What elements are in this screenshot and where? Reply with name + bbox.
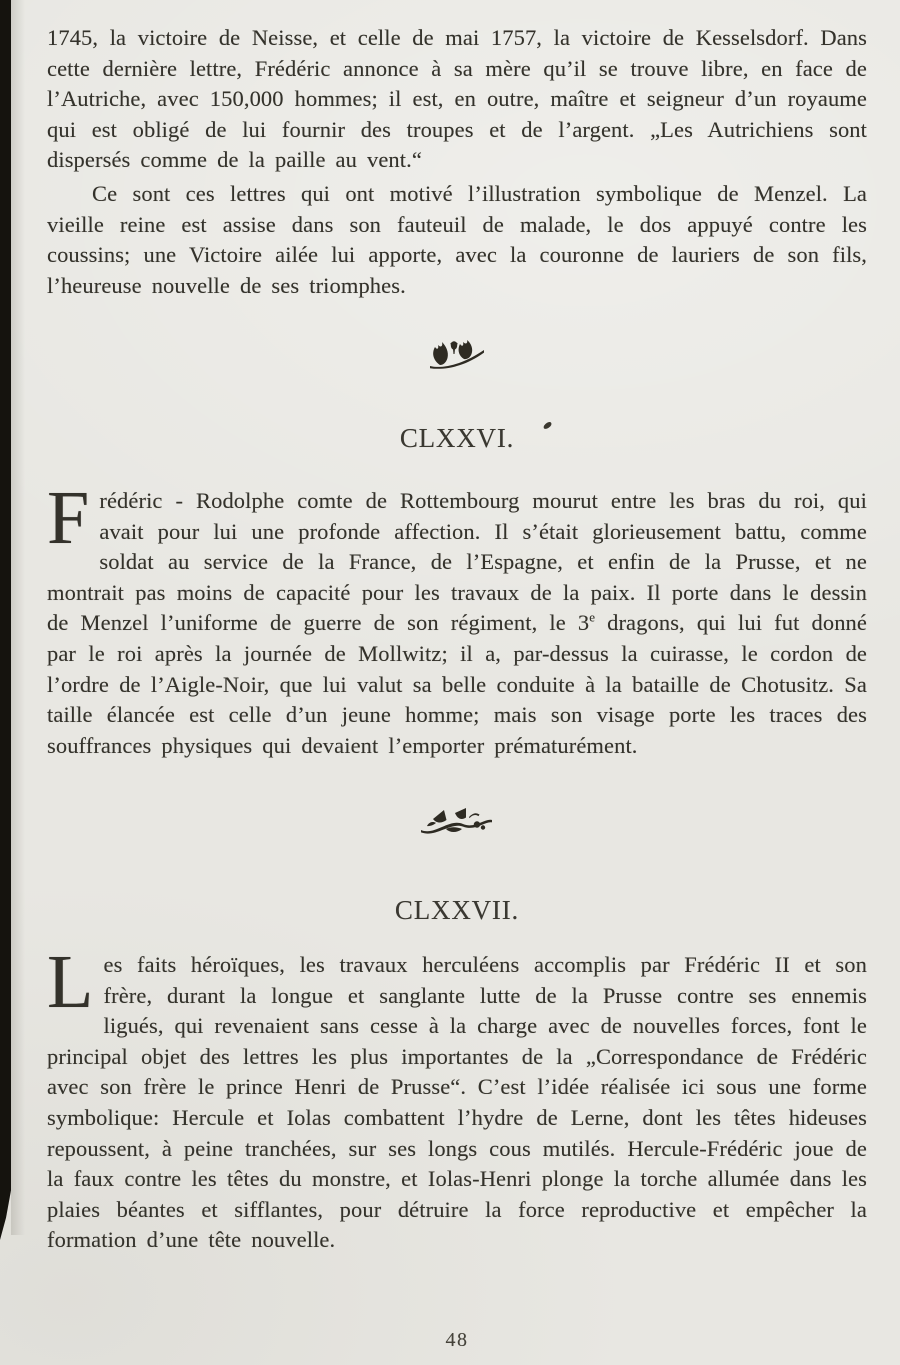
dropcap-f: F bbox=[47, 476, 90, 560]
oak-leaf-fleuron-icon bbox=[47, 337, 867, 371]
section-heading-clxxvi: CLXXVI. bbox=[399, 423, 515, 453]
dropcap-l: L bbox=[47, 940, 94, 1024]
paragraph-kesselsdorf: 1745, la victoire de Neisse, et celle de mai 1757, la victoire de Kesselsdorf. Dans cette dernière lettre, Frédéric annonce à sa mère qu’il se trouve libre, en face de l’Autriche, avec 150,000 hommes; il est, en outre, maître et seigneur d’un royaume qui est obligé de lui fournir des troupes et de l’argent. „Les Autrichiens sont dispersés comme de la paille au vent.“ bbox=[47, 25, 867, 173]
paragraph-hercule-text: es faits héroïques, les travaux herculéens accomplis par Frédéric II et son frère, durant la longue et sanglante lutte de la Prusse contre ses ennemis ligués, qui revenaient sans cesse à la charge avec de nouvelles forces, font le principal objet des lettres les plus importantes de la „Correspondance de Frédéric avec son frère le prince Henri de Prusse“. C’est l’idée réalisée ici sous une forme symbolique: Hercule et Iolas combattent l’hydre de Lerne, dont les têtes hideuses repoussent, à peine tranchées, sur ses longs cous mutilés. Hercule-Frédéric joue de la faux contre les têtes du monstre, et Iolas-Henri plonge la torche allumée dans les plaies béantes et sifflantes, pour détruire la force reproductive et empêcher la formation d’une tête nouvelle. bbox=[47, 952, 867, 1253]
section-heading-clxxvii: CLXXVII. bbox=[394, 895, 520, 925]
floral-spray-fleuron-icon bbox=[47, 806, 867, 840]
paragraph-rottembourg bbox=[47, 476, 867, 761]
scan-gutter-edge bbox=[0, 0, 11, 1240]
paragraph-rottembourg-text-a: rédéric - Rodolphe comte de Rottembourg mourut entre les bras du roi, qui avait pour lui une profonde affection. Il s’était glorieusement battu, comme soldat au service de la France, de l’Espagne, et enfin de la Prusse, et ne montrait pas moins de capacité pour les travaux de la paix. Il porte dans le dessin de Menzel l’uniforme de guerre de son régiment, le 3 bbox=[47, 488, 867, 636]
paragraph-menzel: Ce sont ces lettres qui ont motivé l’illustration symbolique de Menzel. La vieille reine est assise dans son fauteuil de malade, le dos appuyé contre les coussins; une Victoire ailée lui apporte, avec la couronne de lauriers de son fils, l’heureuse nouvelle de ses triomphes. bbox=[47, 181, 867, 298]
paragraph-hercule bbox=[47, 940, 867, 1256]
scan-gutter-shadow bbox=[11, 0, 25, 1235]
page-number: 48 bbox=[445, 1329, 469, 1351]
paragraph-rottembourg-text-b: dragons, qui lui fut donné par le roi après la journée de Mollwitz; il a, par-dessus la cuirasse, le cordon de l’ordre de l’Aigle-Noir, que lui valut sa belle conduite à la bataille de Chotusitz. Sa taille élancée est celle d’un jeune homme; mais son visage porte les traces des souffrances physiques qui devaient l’emporter prématurément. bbox=[47, 610, 867, 758]
regiment-ordinal-superscript: e bbox=[589, 609, 596, 625]
